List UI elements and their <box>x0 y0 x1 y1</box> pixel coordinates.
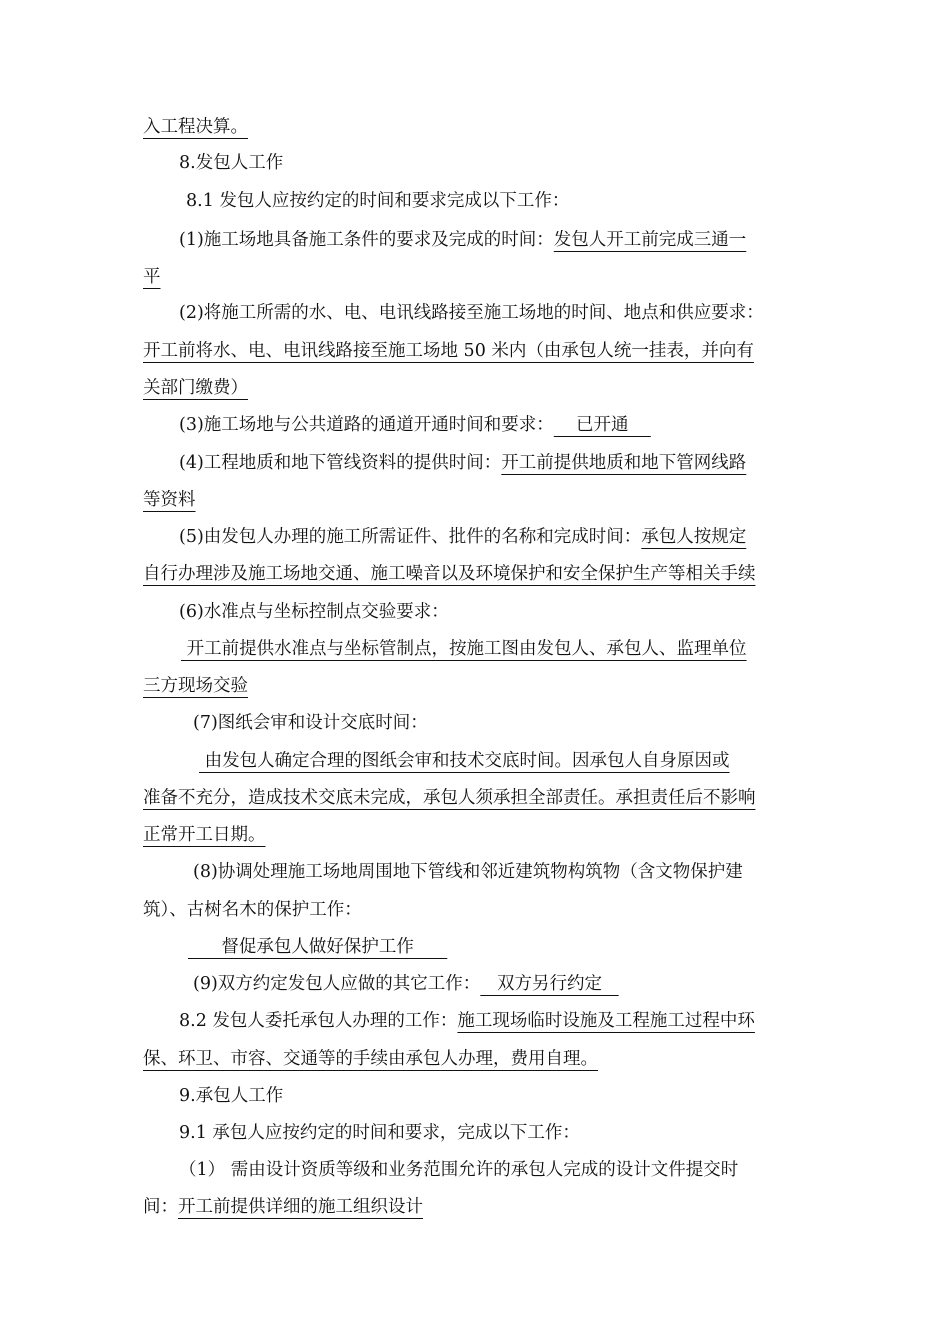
filled-answer: 发包人开工前完成三通一 <box>553 230 747 250</box>
text-line <box>0 932 950 962</box>
clause-item <box>0 298 950 328</box>
text-line <box>0 262 950 292</box>
item-label: (9)双方约定发包人应做的其它工作： <box>193 974 481 994</box>
text-line <box>0 1192 950 1222</box>
section-heading <box>0 1081 950 1111</box>
clause-heading <box>0 186 950 216</box>
filled-answer: 正常开工日期。 <box>143 825 266 845</box>
clause-item <box>0 448 950 478</box>
text-line <box>0 820 950 850</box>
clause-heading <box>0 1006 950 1036</box>
text-line <box>0 671 950 701</box>
item-label: (8)协调处理施工场地周围地下管线和邻近建筑物构筑物（含文物保护建 <box>193 862 743 882</box>
clause-item <box>0 597 950 627</box>
filled-answer: 三方现场交验 <box>143 676 248 696</box>
item-label: (2)将施工所需的水、电、电讯线路接至施工场地的时间、地点和供应要求： <box>179 303 764 323</box>
filled-answer: 督促承包人做好保护工作 <box>188 937 448 957</box>
heading-text: 9.承包人工作 <box>179 1086 284 1106</box>
filled-answer: 等资料 <box>143 490 196 510</box>
item-label: (5)由发包人办理的施工所需证件、批件的名称和完成时间： <box>179 527 642 547</box>
item-label: （1） 需由设计资质等级和业务范围允许的承包人完成的设计文件提交时 <box>179 1160 739 1180</box>
text-line <box>0 746 950 776</box>
clause-text: 8.2 发包人委托承包人办理的工作： <box>179 1011 458 1031</box>
text-line <box>0 1044 950 1074</box>
filled-answer: 承包人按规定 <box>641 527 747 547</box>
filled-answer: 已开通 <box>553 415 651 435</box>
item-label: 筑）、古树名木的保护工作： <box>143 900 362 920</box>
heading-text: 8.发包人工作 <box>179 153 284 173</box>
text-line <box>0 373 950 403</box>
filled-answer: 保、环卫、市容、交通等的手续由承包人办理，费用自理。 <box>143 1049 598 1069</box>
filled-answer: 施工现场临时设施及工程施工过程中环 <box>457 1011 755 1031</box>
filled-answer: 自行办理涉及施工场地交通、施工噪音以及环境保护和安全保护生产等相关手续 <box>143 564 756 584</box>
item-label: (6)水准点与坐标控制点交验要求： <box>179 602 449 622</box>
clause-item <box>0 1155 950 1185</box>
clause-item <box>0 410 950 440</box>
item-label: (3)施工场地与公共道路的通道开通时间和要求： <box>179 415 554 435</box>
text-line <box>0 112 950 142</box>
clause-item <box>0 969 950 999</box>
text-line <box>0 895 950 925</box>
text-line <box>0 634 950 664</box>
filled-answer: 开工前将水、电、电讯线路接至施工场地 50 米内（由承包人统一挂表，并向有 <box>143 341 754 361</box>
filled-answer: 平 <box>143 267 161 287</box>
clause-text: 9.1 承包人应按约定的时间和要求，完成以下工作： <box>179 1123 580 1143</box>
filled-answer: 双方另行约定 <box>480 974 619 994</box>
clause-heading <box>0 1118 950 1148</box>
item-label: 间： <box>143 1197 178 1217</box>
section-heading <box>0 148 950 178</box>
item-label: (7)图纸会审和设计交底时间： <box>193 713 428 733</box>
text-line <box>0 783 950 813</box>
underlined-text: 入工程决算。 <box>143 117 248 137</box>
text-line <box>0 336 950 366</box>
filled-answer: 准备不充分，造成技术交底未完成，承包人须承担全部责任。承担责任后不影响 <box>143 788 756 808</box>
clause-item <box>0 225 950 255</box>
clause-item <box>0 857 950 887</box>
filled-answer: 开工前提供详细的施工组织设计 <box>178 1197 423 1217</box>
item-label: (4)工程地质和地下管线资料的提供时间： <box>179 453 502 473</box>
filled-answer: 开工前提供地质和地下管网线路 <box>501 453 747 473</box>
filled-answer: 由发包人确定合理的图纸会审和技术交底时间。因承包人自身原因或 <box>199 751 730 771</box>
clause-item <box>0 522 950 552</box>
text-line <box>0 485 950 515</box>
clause-text: 8.1 发包人应按约定的时间和要求完成以下工作： <box>186 191 570 211</box>
item-label: (1)施工场地具备施工条件的要求及完成的时间： <box>179 230 554 250</box>
filled-answer: 开工前提供水准点与坐标管制点，按施工图由发包人、承包人、监理单位 <box>181 639 747 659</box>
text-line <box>0 559 950 589</box>
filled-answer: 关部门缴费） <box>143 378 248 398</box>
clause-item <box>0 708 950 738</box>
